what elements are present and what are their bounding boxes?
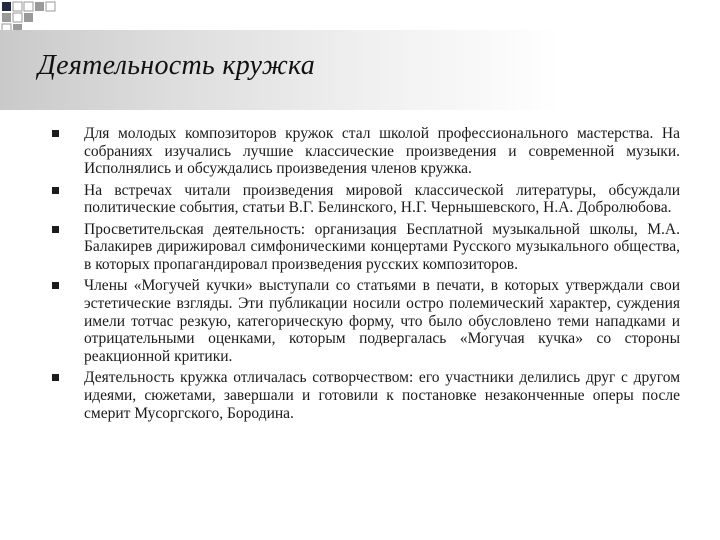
square-bullet-icon (52, 187, 59, 194)
square-bullet-icon (52, 374, 59, 381)
bullet-text: Деятельность кружка отличалась сотворчеством: его участники делились друг с другом идеями, сюжетами, завершали и готовили к постановке незаконченные оперы после смерит Мусоргского, Бородина. (84, 369, 680, 422)
square-bullet-icon (52, 130, 59, 137)
bullet-item (50, 125, 680, 178)
bullet-text: Члены «Могучей кучки» выступали со статьями в печати, в которых утверждали свои эстетические взгляды. Эти публикации носили остро полемический характер, суждения имели тотчас резкую, категорическую форму, что было обусловлено теми нападками и отрицательными оценками, которым подвергалась «Могучая кучка» со стороны реакционной критики. (84, 277, 680, 365)
bullet-list (50, 125, 680, 426)
slide-title: Деятельность кружка (38, 50, 316, 81)
bullet-item (50, 221, 680, 274)
square-bullet-icon (52, 282, 59, 289)
bullet-item (50, 182, 680, 217)
bullet-text: Просветительская деятельность: организация Бесплатной музыкальной школы, М.А. Балакирев дирижировал симфоническими концертами Русского музыкального общества, в которых пропагандировал произведения русских композиторов. (84, 220, 680, 273)
bullet-text: Для молодых композиторов кружок стал школой профессионального мастерства. На собраниях изучались лучшие классические произведения и современной музыки. Исполнялись и обсуждались произведения членов кружка. (84, 125, 680, 178)
bullet-item (50, 369, 680, 422)
bullet-text: На встречах читали произведения мировой классической литературы, обсуждали политические события, статьи В.Г. Белинского, Н.Г. Чернышевского, Н.А. Добролюбова. (84, 181, 680, 217)
square-bullet-icon (52, 226, 59, 233)
bullet-item (50, 277, 680, 366)
